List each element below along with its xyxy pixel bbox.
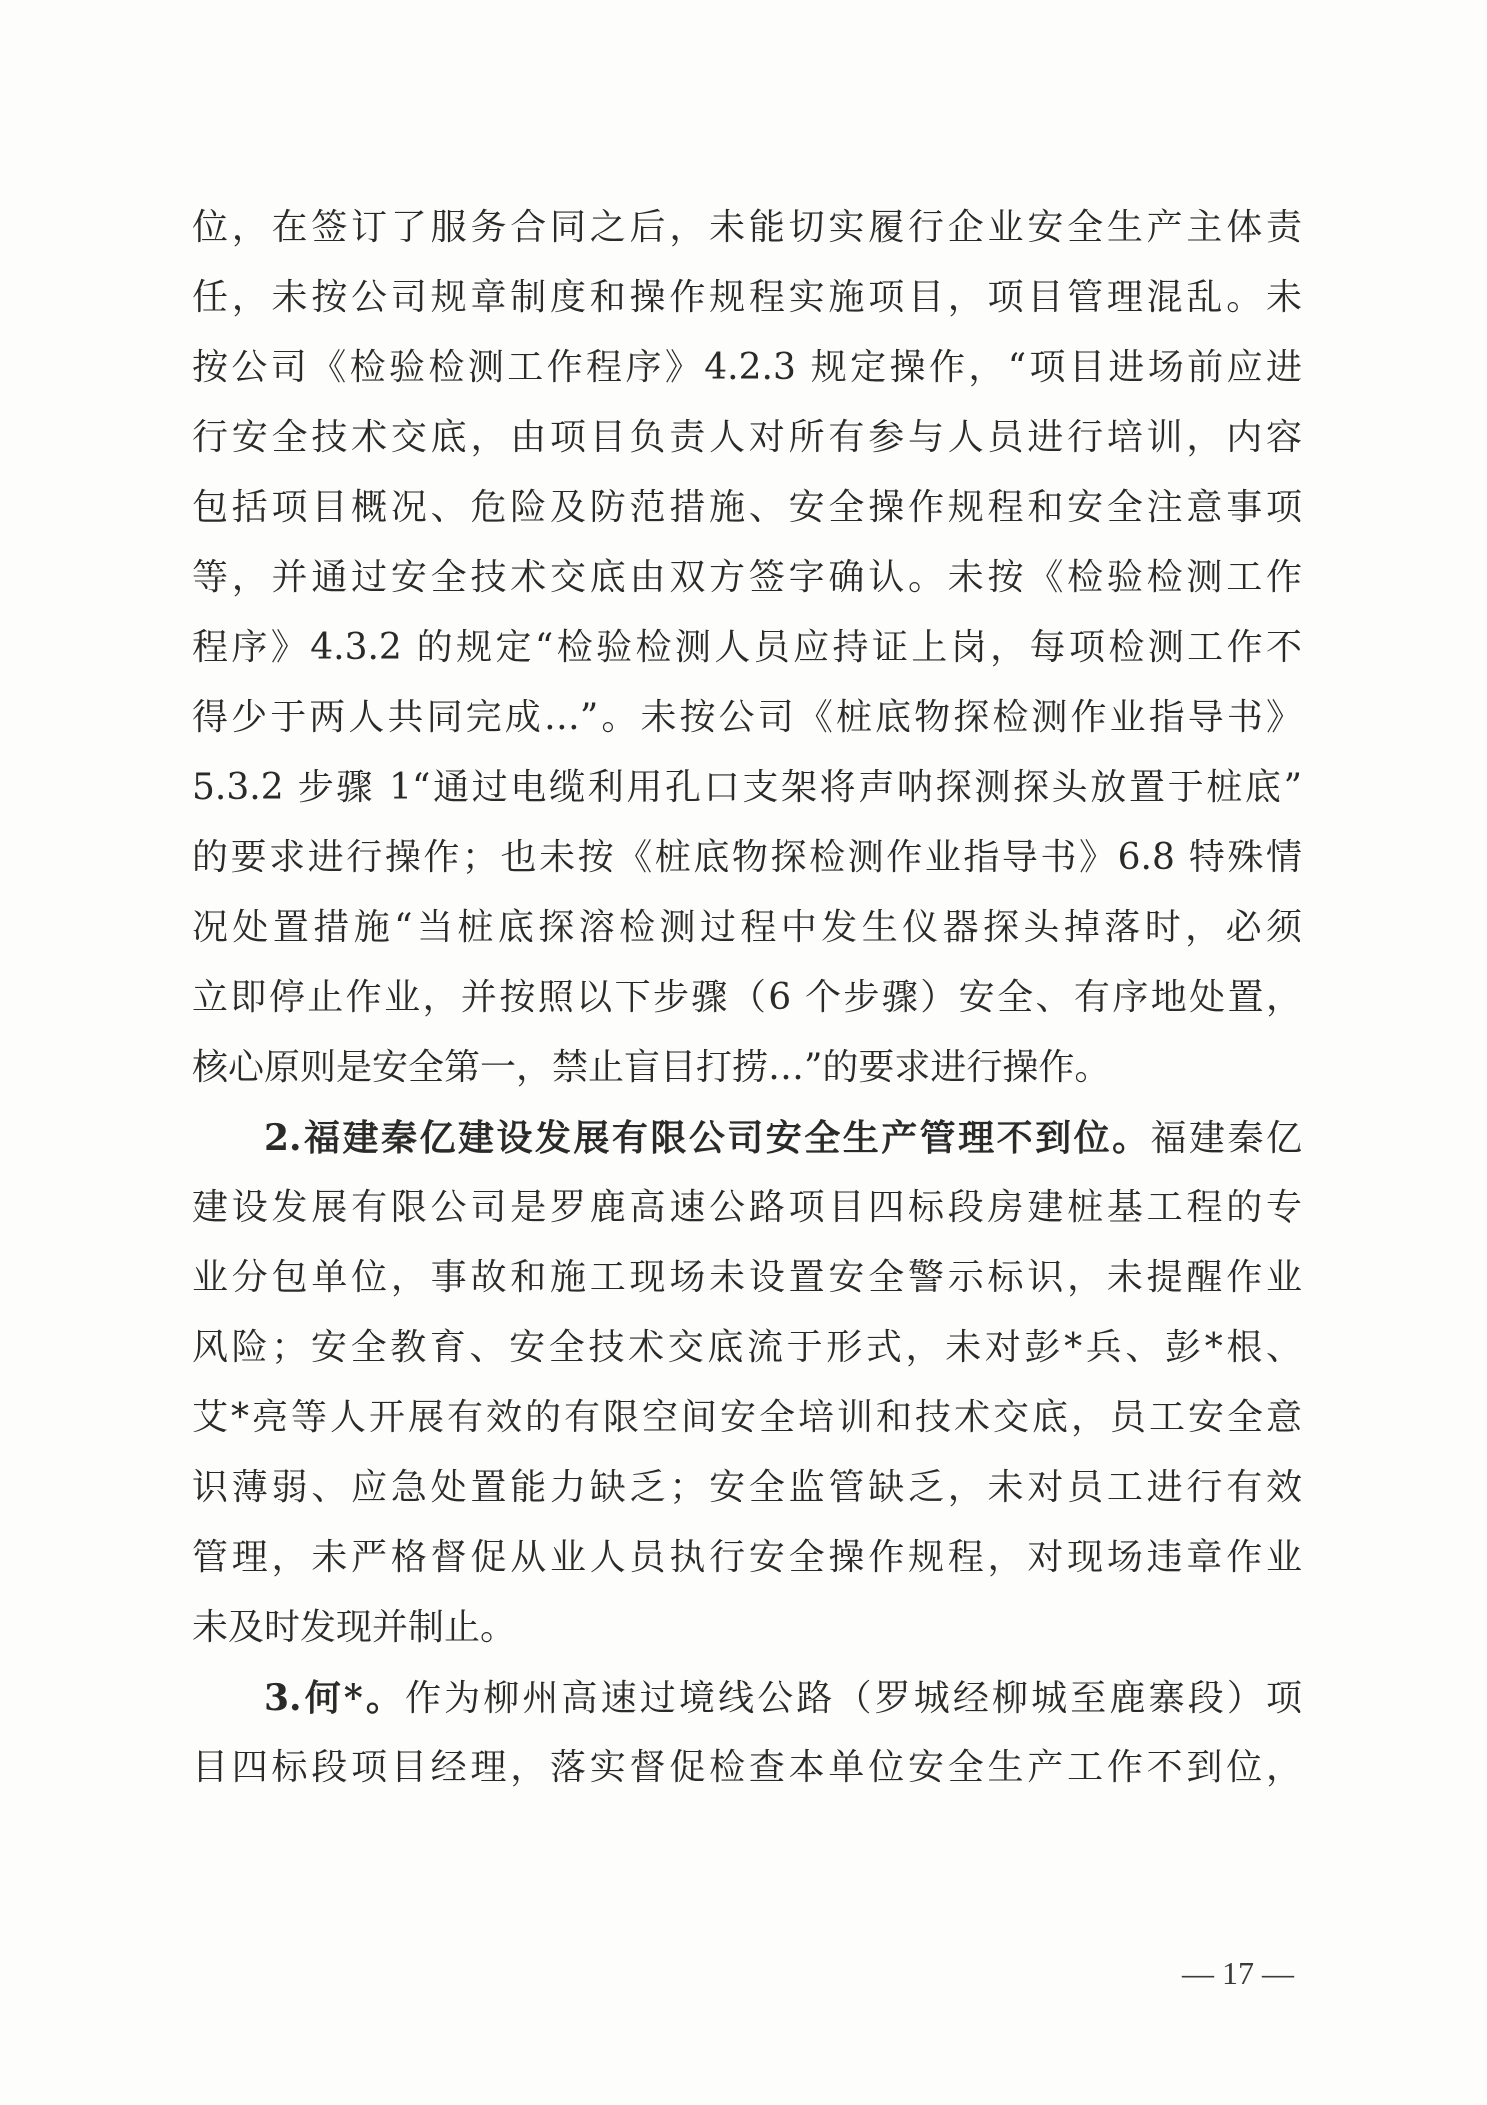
paragraph-2	[192, 1103, 1302, 1663]
paragraph-2-line: 艾*亮等人开展有效的有限空间安全培训和技术交底，员工安全意	[192, 1397, 1302, 1438]
paragraph-1-line: 5.3.2 步骤 1“通过电缆利用孔口支架将声呐探测探头放置于桩底”	[192, 767, 1302, 808]
paragraph-3-heading: 3.何*。	[264, 1677, 405, 1719]
paragraph-1-line: 位，在签订了服务合同之后，未能切实履行企业安全生产主体责	[192, 207, 1302, 248]
paragraph-1-line: 立即停止作业，并按照以下步骤（6 个步骤）安全、有序地处置，	[192, 977, 1302, 1018]
paragraph-1-line: 等，并通过安全技术交底由双方签字确认。未按《检验检测工作	[192, 557, 1302, 598]
paragraph-1-line: 核心原则是安全第一，禁止盲目打捞…”的要求进行操作。	[192, 1047, 1111, 1088]
paragraph-1-line: 任，未按公司规章制度和操作规程实施项目，项目管理混乱。未	[192, 277, 1302, 318]
paragraph-1-line: 按公司《检验检测工作程序》4.2.3 规定操作，“项目进场前应进	[192, 347, 1302, 388]
paragraph-3-line: 目四标段项目经理，落实督促检查本单位安全生产工作不到位，	[192, 1747, 1302, 1788]
paragraph-1	[192, 193, 1302, 1103]
paragraph-2-first-line-text: 福建秦亿	[1150, 1118, 1302, 1159]
paragraph-1-line: 包括项目概况、危险及防范措施、安全操作规程和安全注意事项	[192, 487, 1302, 528]
paragraph-2-line: 业分包单位，事故和施工现场未设置安全警示标识，未提醒作业	[192, 1257, 1302, 1298]
page-number: — 17 —	[1182, 1955, 1294, 1991]
paragraph-2-line: 建设发展有限公司是罗鹿高速公路项目四标段房建桩基工程的专	[192, 1187, 1302, 1228]
paragraph-1-line: 得少于两人共同完成…”。未按公司《桩底物探检测作业指导书》	[192, 697, 1302, 738]
paragraph-1-line: 程序》4.3.2 的规定“检验检测人员应持证上岗，每项检测工作不	[192, 627, 1302, 668]
paragraph-2-line: 识薄弱、应急处置能力缺乏；安全监管缺乏，未对员工进行有效	[192, 1467, 1302, 1508]
paragraph-3-first-line-text: 作为柳州高速过境线公路（罗城经柳城至鹿寨段）项	[404, 1678, 1302, 1719]
paragraph-3	[192, 1663, 1302, 1803]
document-body	[192, 193, 1302, 1803]
paragraph-2-line: 管理，未严格督促从业人员执行安全操作规程，对现场违章作业	[192, 1537, 1302, 1578]
paragraph-1-line: 况处置措施“当桩底探溶检测过程中发生仪器探头掉落时，必须	[192, 907, 1302, 948]
paragraph-2-line: 未及时发现并制止。	[192, 1607, 517, 1648]
paragraph-1-line: 行安全技术交底，由项目负责人对所有参与人员进行培训，内容	[192, 417, 1302, 458]
paragraph-2-line: 风险；安全教育、安全技术交底流于形式，未对彭*兵、彭*根、	[192, 1327, 1302, 1368]
paragraph-2-heading: 2.福建秦亿建设发展有限公司安全生产管理不到位。	[264, 1117, 1151, 1159]
paragraph-1-line: 的要求进行操作；也未按《桩底物探检测作业指导书》6.8 特殊情	[192, 837, 1302, 878]
paragraph-2-first-line	[192, 1103, 1302, 1173]
paragraph-3-first-line	[192, 1663, 1302, 1733]
